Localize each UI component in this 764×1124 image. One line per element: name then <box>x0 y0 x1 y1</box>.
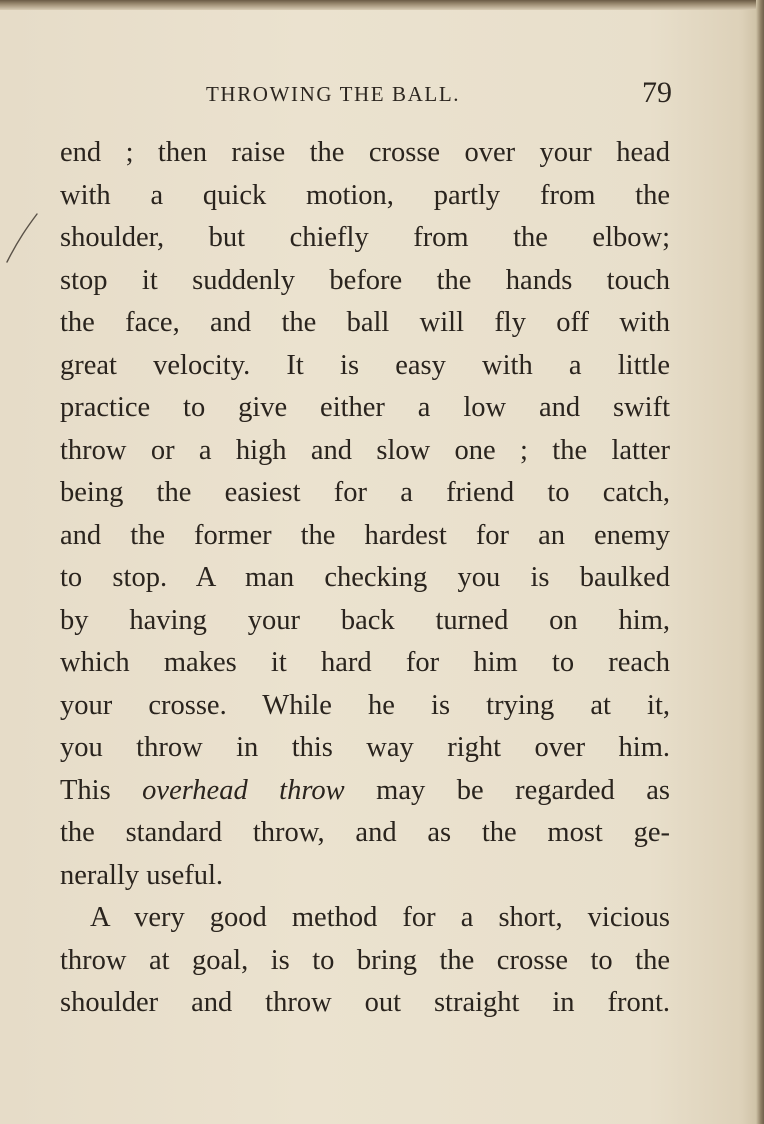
text-line: great velocity. It is easy with a little <box>60 349 670 381</box>
page-top-edge <box>0 0 764 10</box>
text-line: shoulder and throw out straight in front. <box>60 987 670 1018</box>
text-line: A very good method for a short, vicious <box>90 902 670 933</box>
text-line-with-italic <box>60 770 670 813</box>
pencil-margin-mark <box>4 212 38 264</box>
text-line: stop it suddenly before the hands touch <box>60 264 670 296</box>
text-run: This <box>60 774 143 806</box>
text-line: your crosse. While he is trying at it, <box>60 689 670 721</box>
page-right-edge <box>756 0 764 1124</box>
italic-term: overhead throw <box>142 774 345 806</box>
text-line: throw at goal, is to bring the crosse to the <box>60 944 670 976</box>
running-head-title: THROWING THE BALL. <box>206 82 461 106</box>
text-line: to stop. A man checking you is baulked <box>60 562 670 593</box>
text-line: by having your back turned on him, <box>60 604 670 636</box>
text-line: the standard throw, and as the most ge- <box>60 817 670 848</box>
text-line: with a quick motion, partly from the <box>60 179 670 211</box>
text-line: you throw in this way right over him. <box>60 732 670 763</box>
text-line: practice to give either a low and swift <box>60 392 670 423</box>
text-line: which makes it hard for him to reach <box>60 647 670 678</box>
text-line: shoulder, but chiefly from the elbow; <box>60 222 670 253</box>
page-number: 79 <box>642 76 672 109</box>
text-run: may be regarded as <box>344 774 671 806</box>
text-line: the face, and the ball will fly off with <box>60 307 670 338</box>
text-line: nerally useful. <box>60 859 224 891</box>
text-line: and the former the hardest for an enemy <box>60 519 670 551</box>
text-line: end ; then raise the crosse over your head <box>60 137 670 168</box>
text-line: being the easiest for a friend to catch, <box>60 477 670 508</box>
text-line: throw or a high and slow one ; the latter <box>60 434 670 466</box>
running-head <box>60 78 672 110</box>
body-text <box>60 132 670 1025</box>
